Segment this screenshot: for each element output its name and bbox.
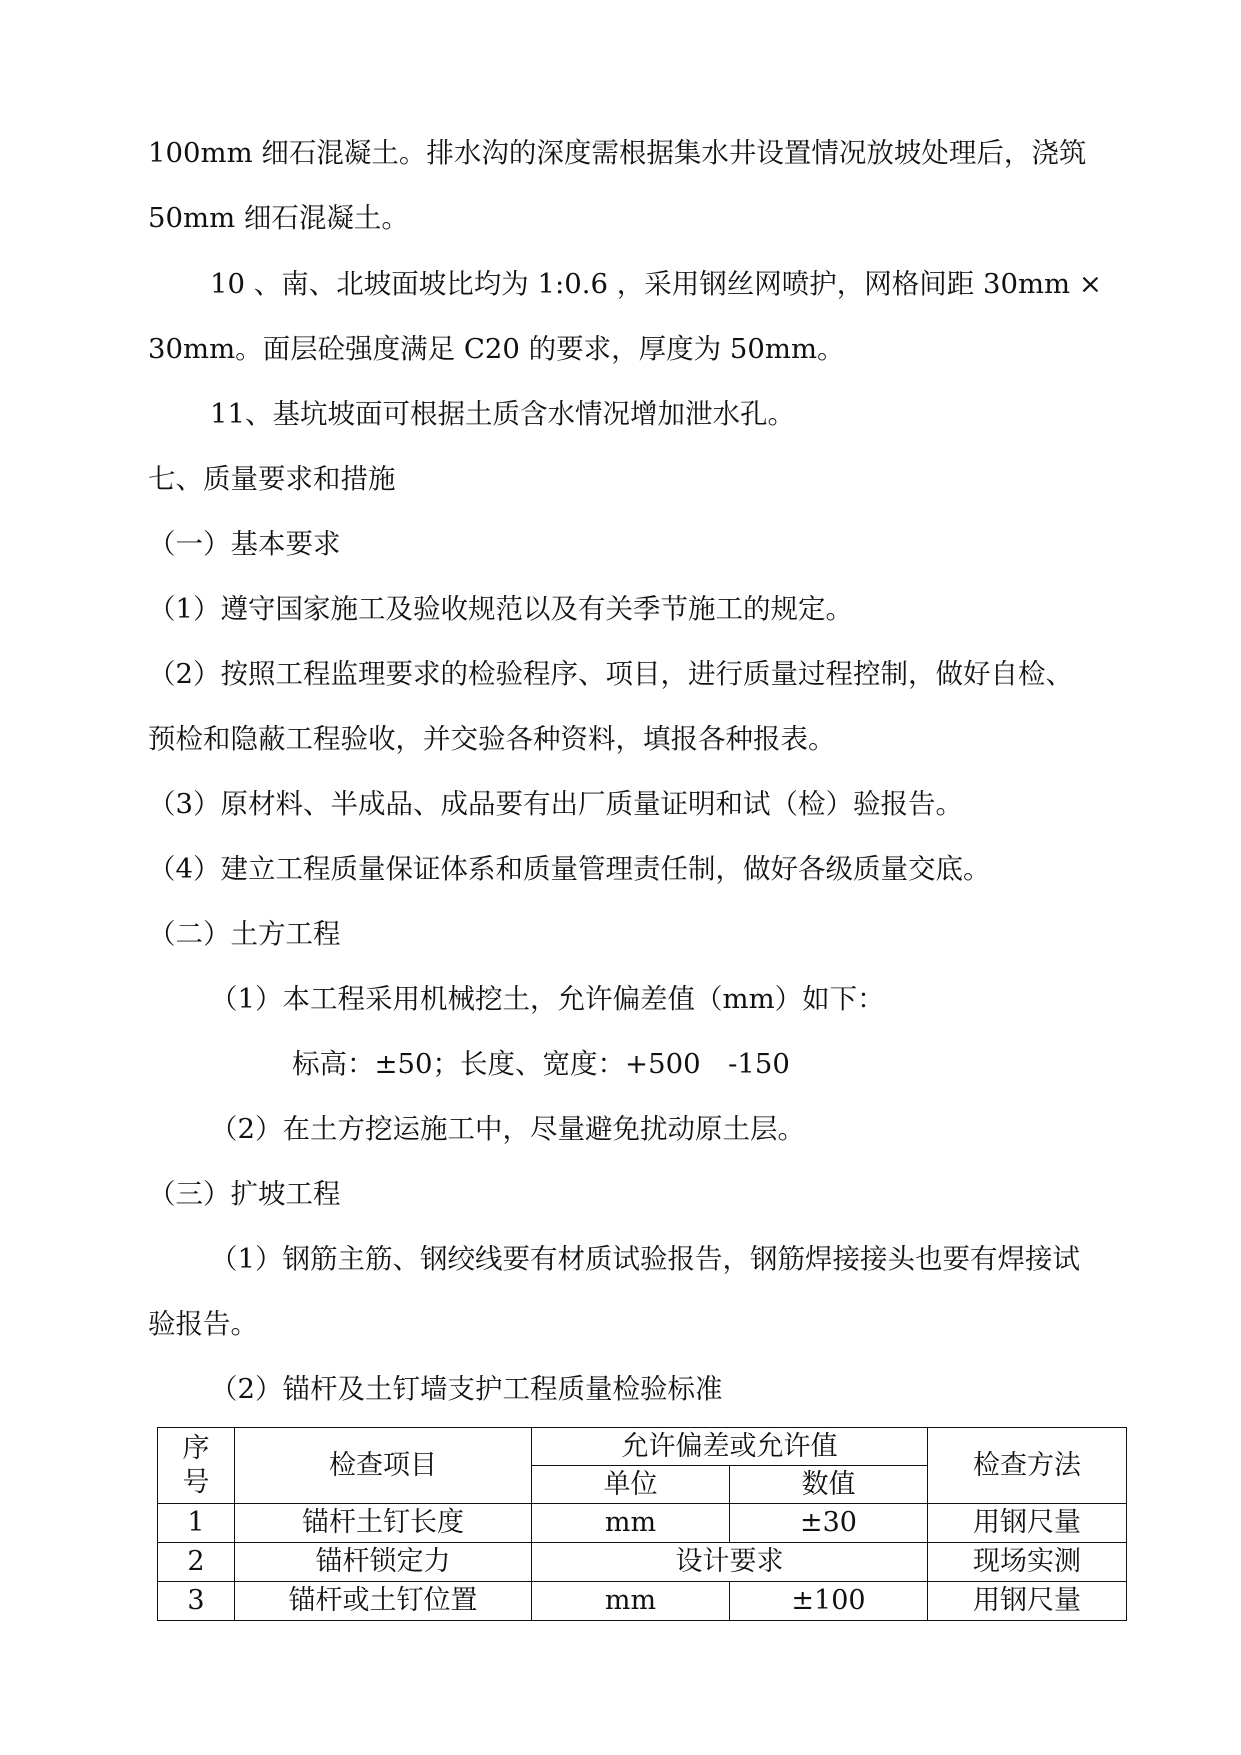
paragraph-item-10: 10 、南、北坡面坡比均为 1:0.6 ，采用钢丝网喷护，网格间距 30mm × — [210, 268, 1102, 300]
table-row — [158, 1504, 1127, 1543]
list-item: （2）在土方挖运施工中，尽量避免扰动原土层。 — [210, 1113, 805, 1145]
cell-unit: mm — [532, 1582, 730, 1621]
cell-value: ±30 — [730, 1504, 928, 1543]
subsection-heading: （三）扩坡工程 — [148, 1178, 341, 1210]
header-tolerance: 允许偏差或允许值 — [532, 1428, 928, 1466]
paragraph-line: 验报告。 — [148, 1308, 258, 1340]
list-item: （1）本工程采用机械挖土，允许偏差值（mm）如下： — [210, 983, 885, 1015]
table-row — [158, 1582, 1127, 1621]
quality-inspection-table — [157, 1427, 1127, 1621]
header-value: 数值 — [730, 1466, 928, 1504]
list-item: （1）钢筋主筋、钢绞线要有材质试验报告，钢筋焊接接头也要有焊接试 — [210, 1243, 1080, 1275]
header-seq-line1: 序 — [182, 1432, 210, 1464]
subsection-heading: （一）基本要求 — [148, 528, 341, 560]
paragraph-line: 预检和隐蔽工程验收，并交验各种资料，填报各种报表。 — [148, 723, 836, 755]
list-item: （3）原材料、半成品、成品要有出厂质量证明和试（检）验报告。 — [148, 788, 963, 820]
header-item: 检查项目 — [235, 1428, 532, 1504]
cell-item: 锚杆或土钉位置 — [235, 1582, 532, 1621]
cell-method: 用钢尺量 — [928, 1504, 1127, 1543]
cell-method: 现场实测 — [928, 1543, 1127, 1582]
cell-unit: mm — [532, 1504, 730, 1543]
list-item: （2）按照工程监理要求的检验程序、项目，进行质量过程控制，做好自检、 — [148, 658, 1073, 690]
cell-seq: 2 — [158, 1543, 235, 1582]
cell-method: 用钢尺量 — [928, 1582, 1127, 1621]
paragraph-line: 50mm 细石混凝土。 — [148, 202, 409, 234]
section-heading: 七、质量要求和措施 — [148, 463, 396, 495]
cell-item: 锚杆锁定力 — [235, 1543, 532, 1582]
header-method: 检查方法 — [928, 1428, 1127, 1504]
cell-item: 锚杆土钉长度 — [235, 1504, 532, 1543]
tolerance-line: 标高：±50；长度、宽度：+500 -150 — [292, 1048, 790, 1080]
header-seq-line2: 号 — [182, 1466, 210, 1498]
paragraph-line: 30mm。面层砼强度满足 C20 的要求，厚度为 50mm。 — [148, 333, 845, 365]
paragraph-item-11: 11、基坑坡面可根据土质含水情况增加泄水孔。 — [210, 398, 795, 430]
paragraph-line: 100mm 细石混凝土。排水沟的深度需根据集水井设置情况放坡处理后，浇筑 — [148, 137, 1087, 169]
cell-seq: 1 — [158, 1504, 235, 1543]
table-row — [158, 1543, 1127, 1582]
table-caption: （2）锚杆及土钉墙支护工程质量检验标准 — [210, 1373, 723, 1405]
list-item: （1）遵守国家施工及验收规范以及有关季节施工的规定。 — [148, 593, 853, 625]
cell-seq: 3 — [158, 1582, 235, 1621]
header-unit: 单位 — [532, 1466, 730, 1504]
subsection-heading: （二）土方工程 — [148, 918, 341, 950]
list-item: （4）建立工程质量保证体系和质量管理责任制，做好各级质量交底。 — [148, 853, 991, 885]
cell-value: ±100 — [730, 1582, 928, 1621]
header-seq — [158, 1428, 235, 1504]
cell-merged-requirement: 设计要求 — [532, 1543, 928, 1582]
